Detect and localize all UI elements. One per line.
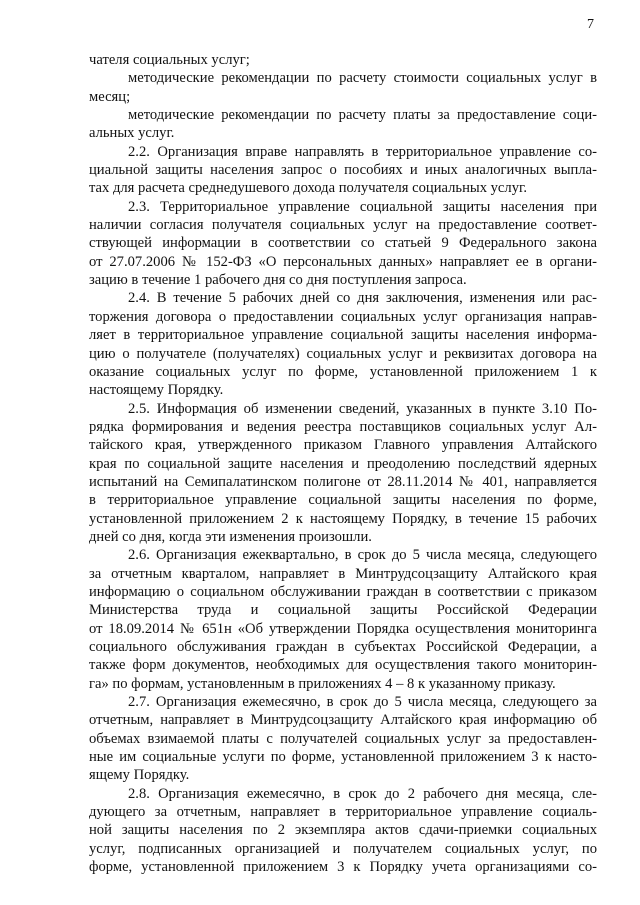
text-line: 2.4. В течение 5 рабочих дней со дня заключения, изменения или рас- (128, 290, 597, 307)
text-line: социального обслуживания граждан в субъектах Российской Федерации, а (89, 639, 597, 655)
text-line: наличии согласия получателя социальных услуг на предоставление соответ- (89, 217, 597, 234)
text-line: ной защиты населения по 2 экземпляра актов сдачи-приемки социальных (89, 822, 597, 839)
text-line: месяц; (89, 88, 131, 105)
text-line: также форм документов, необходимых для осуществления такого мониторин- (89, 657, 597, 674)
document-body (89, 51, 597, 876)
text-line: тах для расчета среднедушевого дохода получателя социальных услуг. (89, 180, 527, 197)
text-line: форме, установленной приложением 3 к Порядку учета организациями со- (89, 859, 597, 876)
text-line: 2.3. Территориальное управление социальной защиты населения при (128, 198, 597, 215)
text-line: дней со дня, когда эти изменения произошли. (89, 528, 372, 545)
text-line: чателя социальных услуг; (89, 52, 250, 68)
text-line: торжения договора о предоставлении социальных услуг организация направ- (89, 308, 597, 325)
text-line: ляет в территориальное управление социальной защиты населения информа- (89, 327, 597, 344)
text-line: услуг, подписанных организацией и получателем социальных услуг, по (89, 840, 597, 857)
text-line: ящему Порядку. (89, 767, 190, 784)
text-line: края по социальной защите населения и преодолению последствий ядерных (89, 455, 597, 472)
text-line: от 18.09.2014 № 651н «Об утверждении Порядка осуществления мониторинга (89, 620, 597, 637)
text-line: оказание социальных услуг по форме, установленной приложением 1 к (89, 363, 597, 380)
text-line: дующего за отчетным, направляет в территориальное управление социаль- (89, 804, 597, 821)
text-line: тайского края, утвержденного приказом Главного управления Алтайского (89, 437, 597, 454)
text-line: га» по формам, установленным в приложениях 4 – 8 к указанному приказу. (89, 675, 556, 692)
text-line: методические рекомендации по расчету стоимости социальных услуг в (128, 70, 597, 87)
text-line: циальной защиты населения запрос о пособиях и иных аналогичных выпла- (89, 162, 597, 179)
page-number: 7 (587, 17, 594, 32)
text-line: зацию в течение 1 рабочего дня со дня поступления запроса. (89, 272, 467, 289)
text-line: объемах взимаемой платы с получателей социальных услуг за предоставлен- (89, 730, 597, 747)
text-line: 2.5. Информация об изменении сведений, указанных в пункте 3.10 По- (128, 400, 597, 417)
text-line: ные им социальные услуги по форме, установленной приложением 3 к насто- (89, 749, 597, 766)
text-line: ствующей информации в соответствии со статьей 9 Федерального закона (89, 235, 597, 252)
text-line: 2.2. Организация вправе направлять в территориальное управление со- (128, 143, 597, 160)
text-line: 2.7. Организация ежемесячно, в срок до 5 числа месяца, следующего за (128, 694, 597, 711)
text-line: установленной приложением 2 к настоящему Порядку, в течение 15 рабочих (89, 510, 597, 527)
text-line: Министерства труда и социальной защиты Российской Федерации (89, 602, 597, 619)
text-line: цию о получателе (получателях) социальных услуг и реквизитах договора на (89, 345, 597, 362)
text-line: 2.6. Организация ежеквартально, в срок до 5 числа месяца, следующего (128, 547, 597, 564)
text-line: за отчетным кварталом, направляет в Минтрудсоцзащиту Алтайского края (89, 565, 597, 582)
text-line: настоящему Порядку. (89, 382, 224, 399)
text-line: в территориальное управление социальной защиты населения по форме, (89, 492, 597, 509)
text-line: испытаний на Семипалатинском полигоне от 28.11.2014 № 401, направляется (89, 473, 597, 490)
text-line: 2.8. Организация ежемесячно, в срок до 2 рабочего дня месяца, сле- (128, 785, 597, 802)
text-line: от 27.07.2006 № 152-ФЗ «О персональных данных» направляет ее в органи- (89, 253, 597, 270)
text-line: методические рекомендации по расчету платы за предоставление соци- (128, 107, 597, 124)
text-line: отчетным, направляет в Минтрудсоцзащиту Алтайского края информацию об (89, 712, 597, 729)
text-line: альных услуг. (89, 125, 175, 142)
text-line: рядка формирования и ведения реестра поставщиков социальных услуг Ал- (89, 418, 597, 435)
text-line: информацию о социальном обслуживании граждан в соответствии с приказом (89, 583, 597, 600)
